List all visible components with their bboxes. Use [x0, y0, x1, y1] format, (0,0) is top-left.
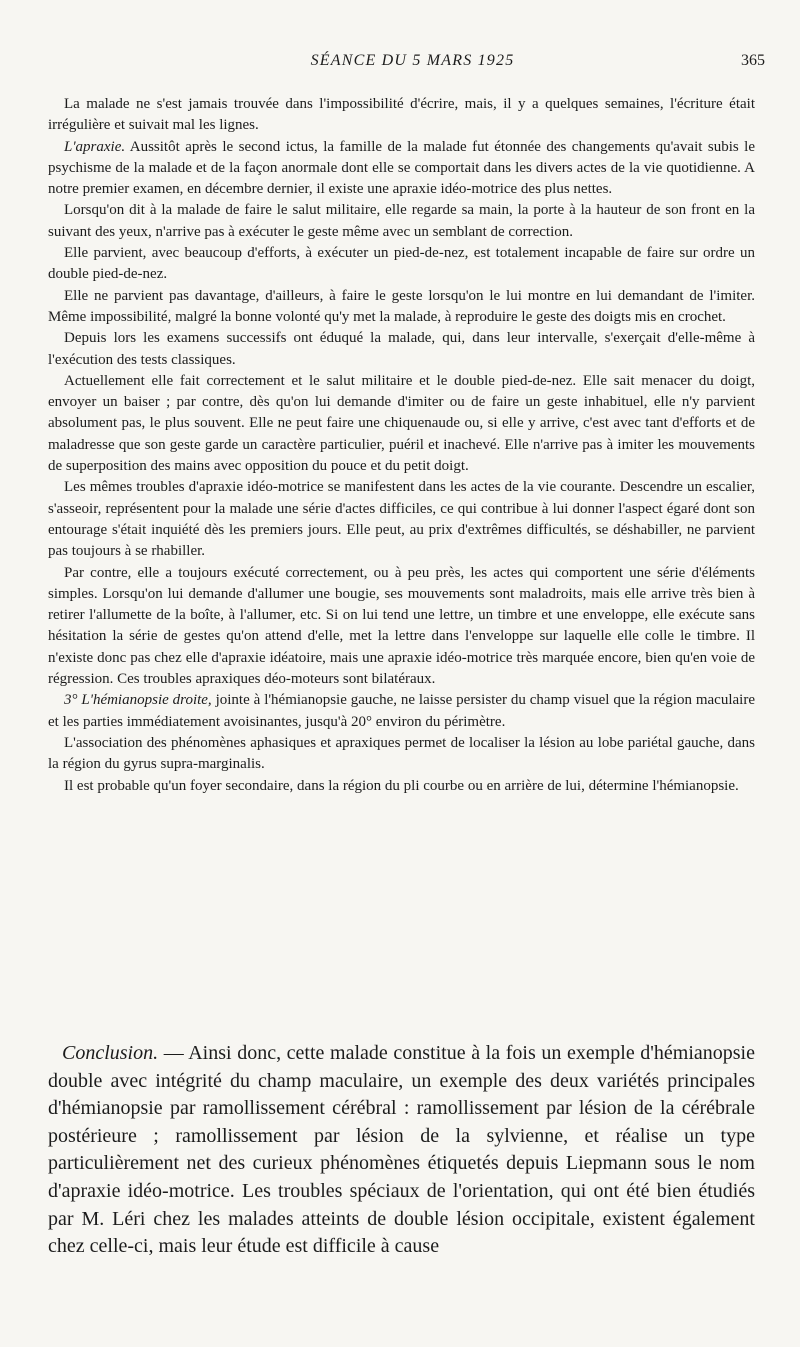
body-text	[48, 94, 755, 797]
conclusion-paragraph	[48, 1040, 755, 1261]
paragraph	[48, 733, 755, 776]
paragraph	[48, 477, 755, 562]
paragraph	[48, 328, 755, 371]
paragraph	[48, 690, 755, 733]
paragraph	[48, 371, 755, 477]
paragraph-text: Lorsqu'on dit à la malade de faire le salut militaire, elle regarde sa main, la porte à la hauteur de son front en la suivant des yeux, n'arrive pas à exécuter le geste même avec un semblant de correction.	[48, 202, 755, 240]
paragraph-text: Elle parvient, avec beaucoup d'efforts, à exécuter un pied-de-nez, est totalement incapable de faire sur ordre un double pied-de-nez.	[48, 245, 755, 283]
paragraph	[48, 286, 755, 329]
paragraph-text: jointe à l'hémianopsie gauche, ne laisse persister du champ visuel que la région maculaire et les parties immédiatement avoisinantes, jusqu'à 20° environ du périmètre.	[48, 692, 755, 730]
conclusion-section	[48, 1040, 755, 1261]
paragraph-text: Actuellement elle fait correctement et le salut militaire et le double pied-de-nez. Elle sait menacer du doigt, envoyer un baiser ; par contre, dès qu'on lui demande d'imiter ou de faire un geste inhabituel, elle n'y parvient absolument pas, le plus souvent. Elle ne peut faire une chiquenaude ou, si elle y arrive, c'est avec tant d'efforts et de maladresse que son geste garde un caractère particulier, puéril et inachevé. Elle n'arrive pas à imiter les mouvements de superposition des mains avec opposition du pouce et du petit doigt.	[48, 372, 755, 475]
page-number: 365	[741, 52, 765, 69]
paragraph-text: Il est probable qu'un foyer secondaire, dans la région du pli courbe ou en arrière de lui, détermine l'hémianopsie.	[64, 777, 739, 794]
paragraph-lead: L'apraxie.	[64, 138, 126, 155]
paragraph	[48, 243, 755, 286]
paragraph	[48, 137, 755, 201]
paragraph	[48, 776, 755, 797]
paragraph-text: La malade ne s'est jamais trouvée dans l'impossibilité d'écrire, mais, il y a quelques semaines, l'écriture était irrégulière et suivait mal les lignes.	[48, 96, 755, 134]
paragraph-text: Les mêmes troubles d'apraxie idéo-motrice se manifestent dans les actes de la vie courante. Descendre un escalier, s'asseoir, représentent pour la malade une série d'actes difficiles, ce qui contribue à lui donner l'aspect égaré dont son entourage s'était inquiété dès les premiers jours. Elle peut, au prix d'extrêmes difficultés, se déshabiller, ne parvient pas toujours à se rhabiller.	[48, 479, 755, 560]
conclusion-heading: Conclusion.	[62, 1042, 159, 1064]
paragraph-text: Depuis lors les examens successifs ont éduqué la malade, qui, dans leur intervalle, s'exerçait d'elle-même à l'exécution des tests classiques.	[48, 330, 755, 368]
paragraph-lead: 3° L'hémianopsie droite,	[64, 692, 212, 709]
running-title: SÉANCE DU 5 MARS 1925	[310, 52, 515, 69]
page-header	[60, 50, 765, 76]
paragraph	[48, 563, 755, 691]
paragraph-text: L'association des phénomènes aphasiques et apraxiques permet de localiser la lésion au lobe pariétal gauche, dans la région du gyrus supra-marginalis.	[48, 734, 755, 773]
paragraph	[48, 94, 755, 137]
paragraph-text: Par contre, elle a toujours exécuté correctement, ou à peu près, les actes qui comportent une série d'éléments simples. Lorsqu'on lui demande d'allumer une bougie, ses mouvements sont maladroits, mais elle arrive très bien à retirer l'allumette de la boîte, à l'allumer, etc. Si on lui tend une lettre, un timbre et une enveloppe, elle exécute sans hésitation la série de gestes qu'on attend d'elle, met la lettre dans l'enveloppe sur laquelle elle colle le timbre. Il n'existe donc pas chez elle d'apraxie idéatoire, mais une apraxie idéo-motrice très marquée encore, bien qu'en voie de régression. Ces troubles apraxiques déo-moteurs sont bilatéraux.	[48, 564, 755, 688]
paragraph-text: Elle ne parvient pas davantage, d'ailleurs, à faire le geste lorsqu'on le lui montre en lui demandant de l'imiter. Même impossibilité, malgré la bonne volonté qu'y met la malade, à reproduire le geste des doigts mis en crochet.	[48, 287, 755, 325]
conclusion-text: — Ainsi donc, cette malade constitue à la fois un exemple d'hémianopsie double avec intégrité du champ maculaire, un exemple des deux variétés principales d'hémianopsie par ramollissement cérébral : ramollissement par lésion de la cérébrale postérieure ; ramollissement par lésion de la sylvienne, et réalise un type particulièrement net des curieux phénomènes étiquetés depuis Liepmann sous le nom d'apraxie idéo-motrice. Les troubles spéciaux de l'orientation, qui ont été bien étudiés par M. Léri chez les malades atteints de double lésion occipitale, existent également chez celle-ci, mais leur étude est difficile à cause	[48, 1042, 755, 1258]
paragraph-text: Aussitôt après le second ictus, la famille de la malade fut étonnée des changements qu'avait subis le psychisme de la malade et de la façon anormale dont elle se comportait dans les divers actes de la vie quotidienne. A notre premier examen, en décembre dernier, il existe une apraxie idéo-motrice des plus nettes.	[48, 138, 755, 198]
paragraph	[48, 200, 755, 243]
